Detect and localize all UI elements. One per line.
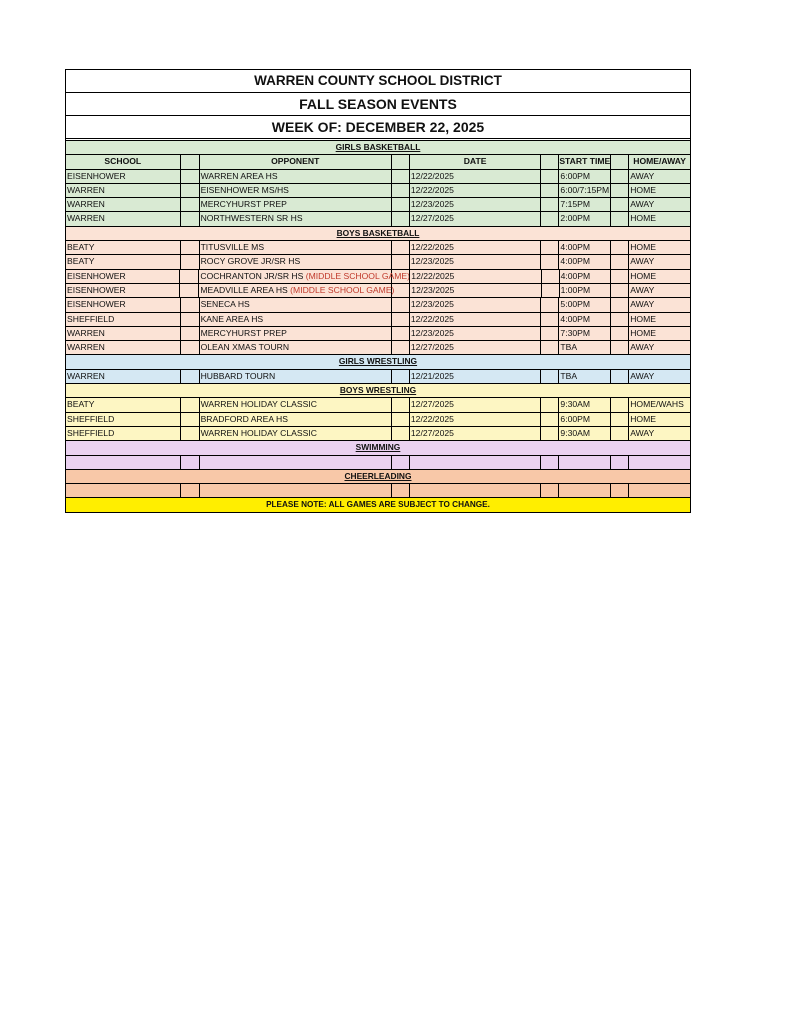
gap-cell	[611, 170, 629, 183]
gap-cell	[611, 427, 629, 440]
header-date: DATE	[410, 155, 542, 168]
gap-cell	[181, 255, 200, 268]
opponent-name: MEADVILLE AREA HS	[200, 284, 288, 295]
gap-cell	[392, 341, 410, 354]
opponent-name: ROCY GROVE JR/SR HS	[200, 256, 301, 267]
table-row	[66, 184, 690, 198]
opponent-cell	[200, 184, 392, 197]
ha-cell: AWAY	[630, 427, 655, 438]
gap-cell	[181, 313, 200, 326]
ha-cell: HOME	[630, 313, 656, 324]
ha-cell: AWAY	[630, 370, 655, 381]
footer-note: PLEASE NOTE: ALL GAMES ARE SUBJECT TO CHANGE.	[66, 498, 690, 513]
gap-cell	[611, 184, 629, 197]
time-cell: 7:15PM	[559, 198, 611, 211]
gap-cell	[392, 184, 410, 197]
gap-cell	[181, 370, 200, 383]
table-row	[66, 198, 690, 212]
opponent-name: SENECA HS	[200, 299, 250, 310]
gap-cell	[611, 484, 629, 497]
table-row	[66, 370, 690, 384]
school-cell: WARREN	[66, 198, 181, 211]
gap-cell	[392, 398, 410, 411]
gap-cell	[542, 270, 560, 283]
header-time: START TIME	[559, 155, 611, 168]
gap-cell	[611, 413, 629, 426]
gap-cell	[392, 313, 410, 326]
opponent-cell	[200, 484, 392, 497]
gap-cell	[181, 456, 200, 469]
table-row	[66, 341, 690, 355]
opponent-cell	[200, 170, 392, 183]
school-cell: SHEFFIELD	[66, 413, 181, 426]
school-cell: WARREN	[66, 327, 181, 340]
opponent-cell	[199, 284, 395, 297]
table-row	[66, 413, 690, 427]
date-cell: 12/22/2025	[410, 184, 542, 197]
table-row	[66, 241, 690, 255]
gap-cell	[180, 284, 199, 297]
school-cell: WARREN	[66, 341, 181, 354]
gap-cell	[611, 212, 629, 225]
time-cell	[559, 456, 611, 469]
gap-cell	[392, 413, 410, 426]
time-cell	[559, 484, 611, 497]
time-cell: 4:00PM	[559, 255, 611, 268]
time-cell: 9:30AM	[559, 427, 611, 440]
table-row	[66, 212, 690, 226]
table-row	[66, 170, 690, 184]
ha-cell: AWAY	[630, 170, 655, 181]
school-cell: SHEFFIELD	[66, 427, 181, 440]
opponent-name: WARREN AREA HS	[200, 170, 278, 181]
gap-cell	[181, 413, 200, 426]
header-ha: HOME/AWAY	[633, 156, 686, 167]
opponent-cell	[200, 370, 392, 383]
gap-cell	[392, 427, 410, 440]
opponent-cell	[200, 427, 392, 440]
time-cell: 7:30PM	[559, 327, 611, 340]
ha-cell	[629, 456, 690, 469]
gap-cell	[392, 284, 410, 297]
opponent-cell	[200, 413, 392, 426]
time-cell: 6:00/7:15PM	[559, 184, 611, 197]
game-note: (MIDDLE SCHOOL GAME)	[305, 270, 410, 281]
opponent-cell	[200, 198, 392, 211]
opponent-cell	[200, 456, 392, 469]
time-cell: TBA	[559, 370, 611, 383]
table-row	[66, 484, 690, 498]
table-row	[66, 284, 690, 298]
gap-cell	[611, 270, 629, 283]
date-cell: 12/23/2025	[410, 284, 541, 297]
table-row	[66, 298, 690, 312]
gap-cell	[541, 413, 559, 426]
opponent-cell	[200, 313, 392, 326]
time-cell: 4:00PM	[560, 270, 612, 283]
date-cell: 12/27/2025	[410, 341, 542, 354]
column-header-row	[66, 155, 690, 169]
gap-cell	[392, 212, 410, 225]
school-cell	[66, 456, 181, 469]
date-cell: 12/22/2025	[410, 270, 541, 283]
date-cell: 12/23/2025	[410, 298, 542, 311]
section-title: GIRLS BASKETBALL	[66, 141, 690, 155]
section-title: BOYS WRESTLING	[66, 384, 690, 398]
gap-cell	[541, 398, 559, 411]
gap-cell	[181, 212, 200, 225]
header-school: SCHOOL	[66, 155, 181, 168]
school-cell: EISENHOWER	[66, 270, 180, 283]
date-cell: 12/27/2025	[410, 427, 542, 440]
district-title: WARREN COUNTY SCHOOL DISTRICT	[66, 70, 690, 93]
gap-cell	[392, 484, 410, 497]
date-cell: 12/21/2025	[410, 370, 542, 383]
header-gap-cell	[392, 155, 410, 168]
gap-cell	[541, 298, 559, 311]
ha-cell: HOME/WAHS	[630, 399, 684, 410]
date-cell: 12/22/2025	[410, 413, 542, 426]
opponent-cell	[200, 241, 392, 254]
gap-cell	[542, 284, 560, 297]
gap-cell	[181, 327, 200, 340]
gap-cell	[181, 184, 200, 197]
school-cell: WARREN	[66, 184, 181, 197]
gap-cell	[541, 370, 559, 383]
school-cell: SHEFFIELD	[66, 313, 181, 326]
opponent-name: COCHRANTON JR/SR HS	[200, 270, 304, 281]
opponent-cell	[199, 270, 410, 283]
date-cell: 12/27/2025	[410, 212, 542, 225]
header-gap-cell	[611, 155, 629, 168]
school-cell: EISENHOWER	[66, 170, 181, 183]
table-row	[66, 427, 690, 441]
gap-cell	[541, 184, 559, 197]
gap-cell	[541, 456, 559, 469]
school-cell: BEATY	[66, 241, 181, 254]
opponent-cell	[200, 255, 392, 268]
time-cell: 6:00PM	[559, 170, 611, 183]
date-cell: 12/22/2025	[410, 241, 542, 254]
gap-cell	[611, 327, 629, 340]
sections-container	[66, 141, 690, 498]
gap-cell	[611, 313, 629, 326]
opponent-name: WARREN HOLIDAY CLASSIC	[200, 399, 317, 410]
opponent-name: KANE AREA HS	[200, 313, 264, 324]
opponent-name: NORTHWESTERN SR HS	[200, 213, 303, 224]
gap-cell	[392, 255, 410, 268]
school-cell	[66, 484, 181, 497]
table-row	[66, 398, 690, 412]
gap-cell	[611, 370, 629, 383]
gap-cell	[611, 398, 629, 411]
gap-cell	[392, 370, 410, 383]
table-row	[66, 270, 690, 284]
ha-cell: AWAY	[630, 256, 655, 267]
ha-cell: AWAY	[630, 299, 655, 310]
time-cell: 9:30AM	[559, 398, 611, 411]
gap-cell	[611, 298, 629, 311]
date-cell: 12/23/2025	[410, 198, 542, 211]
gap-cell	[611, 284, 629, 297]
gap-cell	[180, 270, 199, 283]
opponent-name: OLEAN XMAS TOURN	[200, 342, 290, 353]
gap-cell	[541, 170, 559, 183]
gap-cell	[392, 298, 410, 311]
section-title: SWIMMING	[66, 441, 690, 455]
gap-cell	[611, 255, 629, 268]
gap-cell	[541, 327, 559, 340]
opponent-name: HUBBARD TOURN	[200, 370, 276, 381]
gap-cell	[541, 427, 559, 440]
table-row	[66, 456, 690, 470]
date-cell	[410, 484, 542, 497]
time-cell: 4:00PM	[559, 313, 611, 326]
gap-cell	[541, 313, 559, 326]
gap-cell	[181, 484, 200, 497]
school-cell: EISENHOWER	[66, 284, 180, 297]
opponent-cell	[200, 341, 392, 354]
time-cell: 5:00PM	[559, 298, 611, 311]
gap-cell	[181, 170, 200, 183]
gap-cell	[611, 341, 629, 354]
gap-cell	[541, 212, 559, 225]
table-row	[66, 327, 690, 341]
gap-cell	[181, 241, 200, 254]
time-cell: 2:00PM	[559, 212, 611, 225]
opponent-cell	[200, 298, 392, 311]
gap-cell	[541, 255, 559, 268]
school-cell: BEATY	[66, 255, 181, 268]
gap-cell	[392, 170, 410, 183]
section-title: BOYS BASKETBALL	[66, 227, 690, 241]
gap-cell	[181, 198, 200, 211]
opponent-name: BRADFORD AREA HS	[200, 413, 288, 424]
opponent-name: MERCYHURST PREP	[200, 327, 287, 338]
school-cell: WARREN	[66, 212, 181, 225]
game-note: (MIDDLE SCHOOL GAME)	[290, 284, 395, 295]
time-cell: 6:00PM	[559, 413, 611, 426]
ha-cell: HOME	[630, 184, 656, 195]
opponent-name: EISENHOWER MS/HS	[200, 184, 289, 195]
ha-cell	[629, 484, 690, 497]
week-title: WEEK OF: DECEMBER 22, 2025	[66, 116, 690, 141]
gap-cell	[392, 198, 410, 211]
opponent-cell	[200, 398, 392, 411]
season-title: FALL SEASON EVENTS	[66, 93, 690, 116]
ha-cell: HOME	[630, 242, 656, 253]
section-title: GIRLS WRESTLING	[66, 355, 690, 369]
date-cell	[410, 456, 542, 469]
school-cell: BEATY	[66, 398, 181, 411]
header-opponent: OPPONENT	[200, 155, 392, 168]
gap-cell	[541, 341, 559, 354]
gap-cell	[611, 198, 629, 211]
header-gap-cell	[541, 155, 559, 168]
ha-cell: AWAY	[630, 284, 655, 295]
school-cell: WARREN	[66, 370, 181, 383]
ha-cell: HOME	[630, 327, 656, 338]
opponent-name: TITUSVILLE MS	[200, 242, 265, 253]
school-cell: EISENHOWER	[66, 298, 181, 311]
time-cell: 1:00PM	[560, 284, 612, 297]
gap-cell	[541, 241, 559, 254]
table-row	[66, 255, 690, 269]
opponent-name: WARREN HOLIDAY CLASSIC	[200, 427, 317, 438]
gap-cell	[181, 398, 200, 411]
header-gap-cell	[181, 155, 200, 168]
gap-cell	[392, 241, 410, 254]
gap-cell	[611, 241, 629, 254]
schedule-sheet	[65, 69, 691, 513]
gap-cell	[541, 198, 559, 211]
gap-cell	[392, 327, 410, 340]
gap-cell	[611, 456, 629, 469]
date-cell: 12/22/2025	[410, 170, 542, 183]
opponent-cell	[200, 327, 392, 340]
gap-cell	[392, 456, 410, 469]
gap-cell	[181, 341, 200, 354]
gap-cell	[392, 270, 410, 283]
date-cell: 12/22/2025	[410, 313, 542, 326]
opponent-cell	[200, 212, 392, 225]
section-title: CHEERLEADING	[66, 470, 690, 484]
gap-cell	[181, 298, 200, 311]
ha-cell: HOME	[630, 213, 656, 224]
date-cell: 12/27/2025	[410, 398, 542, 411]
gap-cell	[541, 484, 559, 497]
ha-cell: AWAY	[630, 199, 655, 210]
table-row	[66, 313, 690, 327]
date-cell: 12/23/2025	[410, 327, 542, 340]
ha-cell: HOME	[630, 413, 656, 424]
ha-cell: HOME	[630, 270, 657, 281]
time-cell: 4:00PM	[559, 241, 611, 254]
gap-cell	[181, 427, 200, 440]
opponent-name: MERCYHURST PREP	[200, 199, 287, 210]
date-cell: 12/23/2025	[410, 255, 542, 268]
time-cell: TBA	[559, 341, 611, 354]
ha-cell: AWAY	[630, 342, 655, 353]
